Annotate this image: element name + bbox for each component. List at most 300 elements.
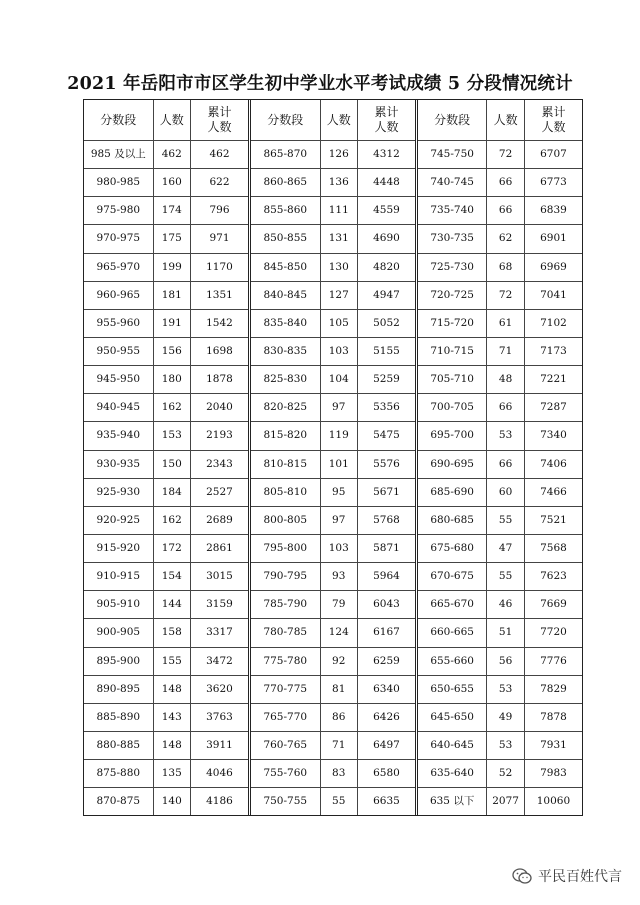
score-range-cell: 660-665 (418, 619, 487, 647)
cumulative-cell: 6635 (357, 788, 415, 815)
table-row (418, 394, 582, 422)
table-row (251, 675, 415, 703)
count-cell: 180 (153, 366, 190, 394)
count-cell: 2077 (487, 788, 525, 815)
count-cell: 103 (320, 337, 357, 365)
count-cell: 83 (320, 760, 357, 788)
count-cell: 181 (153, 281, 190, 309)
table-row (418, 366, 582, 394)
cumulative-cell: 3763 (190, 703, 248, 731)
table-row (418, 141, 582, 169)
cumulative-cell: 1170 (190, 253, 248, 281)
table-row (251, 422, 415, 450)
table-row (84, 169, 248, 197)
cumulative-cell: 7102 (524, 309, 582, 337)
watermark (512, 866, 622, 886)
count-cell: 47 (487, 534, 525, 562)
table-row (251, 337, 415, 365)
score-range-cell: 690-695 (418, 450, 487, 478)
table-row (251, 760, 415, 788)
count-cell: 46 (487, 591, 525, 619)
table-row (418, 422, 582, 450)
count-cell: 72 (487, 281, 525, 309)
score-range-cell: 825-830 (251, 366, 320, 394)
header-cumulative-text: 人数 (541, 120, 566, 134)
header-count (320, 100, 357, 141)
cumulative-cell: 3472 (190, 647, 248, 675)
cumulative-cell: 5871 (357, 534, 415, 562)
table-row (251, 141, 415, 169)
wechat-icon (512, 867, 532, 885)
count-cell: 148 (153, 675, 190, 703)
score-range-cell: 635-640 (418, 760, 487, 788)
cumulative-cell: 7466 (524, 478, 582, 506)
table-row (251, 253, 415, 281)
header-segment (251, 100, 320, 141)
document-title: 2021 年岳阳市市区学生初中学业水平考试成绩 5 分段情况统计 (67, 74, 573, 94)
count-cell: 49 (487, 703, 525, 731)
cumulative-cell: 7829 (524, 675, 582, 703)
table-row (251, 788, 415, 815)
cumulative-cell: 4559 (357, 197, 415, 225)
table-row (418, 169, 582, 197)
count-cell: 55 (487, 506, 525, 534)
count-cell: 143 (153, 703, 190, 731)
table-row (418, 563, 582, 591)
count-cell: 68 (487, 253, 525, 281)
table-row (251, 309, 415, 337)
count-cell: 52 (487, 760, 525, 788)
count-cell: 127 (320, 281, 357, 309)
count-cell: 62 (487, 225, 525, 253)
cumulative-cell: 5475 (357, 422, 415, 450)
table-row (418, 591, 582, 619)
score-range-cell: 835-840 (251, 309, 320, 337)
cumulative-cell: 2343 (190, 450, 248, 478)
count-cell: 51 (487, 619, 525, 647)
watermark-text: 平民百姓代言 (538, 869, 622, 885)
cumulative-cell: 3317 (190, 619, 248, 647)
count-cell: 155 (153, 647, 190, 675)
count-cell: 136 (320, 169, 357, 197)
score-range-cell: 805-810 (251, 478, 320, 506)
table-row (251, 506, 415, 534)
header-segment (418, 100, 487, 141)
count-cell: 462 (153, 141, 190, 169)
table-block-1 (84, 100, 248, 815)
score-range-cell: 785-790 (251, 591, 320, 619)
table-row (84, 450, 248, 478)
score-range-cell: 710-715 (418, 337, 487, 365)
cumulative-cell: 7287 (524, 394, 582, 422)
count-cell: 53 (487, 422, 525, 450)
cumulative-cell: 10060 (524, 788, 582, 815)
count-cell: 153 (153, 422, 190, 450)
cumulative-cell: 7878 (524, 703, 582, 731)
score-range-cell: 960-965 (84, 281, 153, 309)
cumulative-cell: 2040 (190, 394, 248, 422)
cumulative-cell: 1698 (190, 337, 248, 365)
score-range-cell: 705-710 (418, 366, 487, 394)
header-cumulative-text: 累计 (374, 105, 399, 119)
header-count (153, 100, 190, 141)
table-row (418, 534, 582, 562)
score-range-cell: 725-730 (418, 253, 487, 281)
score-range-cell: 755-760 (251, 760, 320, 788)
score-range-cell: 760-765 (251, 731, 320, 759)
cumulative-cell: 1351 (190, 281, 248, 309)
table-row (84, 534, 248, 562)
table-row (84, 337, 248, 365)
count-cell: 86 (320, 703, 357, 731)
cumulative-cell: 3159 (190, 591, 248, 619)
header-count-text: 人数 (326, 112, 351, 127)
score-range-cell: 935-940 (84, 422, 153, 450)
score-range-cell: 775-780 (251, 647, 320, 675)
header-segment-text: 分数段 (267, 112, 304, 127)
table-row (84, 591, 248, 619)
score-range-cell: 720-725 (418, 281, 487, 309)
cumulative-cell: 6259 (357, 647, 415, 675)
score-range-cell: 875-880 (84, 760, 153, 788)
cumulative-cell: 7983 (524, 760, 582, 788)
count-cell: 191 (153, 309, 190, 337)
score-table (83, 99, 583, 816)
header-segment-text: 分数段 (100, 112, 137, 127)
score-range-cell: 845-850 (251, 253, 320, 281)
count-cell: 135 (153, 760, 190, 788)
table-row (84, 619, 248, 647)
count-cell: 53 (487, 675, 525, 703)
cumulative-cell: 7669 (524, 591, 582, 619)
table-row (84, 225, 248, 253)
cumulative-cell: 4820 (357, 253, 415, 281)
score-range-cell: 920-925 (84, 506, 153, 534)
table-block-3 (415, 100, 582, 815)
count-cell: 160 (153, 169, 190, 197)
count-cell: 60 (487, 478, 525, 506)
count-cell: 93 (320, 563, 357, 591)
cumulative-cell: 6901 (524, 225, 582, 253)
count-cell: 92 (320, 647, 357, 675)
count-cell: 61 (487, 309, 525, 337)
header-count (487, 100, 525, 141)
count-cell: 55 (320, 788, 357, 815)
cumulative-cell: 6707 (524, 141, 582, 169)
cumulative-cell: 7568 (524, 534, 582, 562)
score-range-cell: 795-800 (251, 534, 320, 562)
count-cell: 66 (487, 197, 525, 225)
table-row (84, 563, 248, 591)
count-cell: 101 (320, 450, 357, 478)
cumulative-cell: 2861 (190, 534, 248, 562)
cumulative-cell: 6773 (524, 169, 582, 197)
count-cell: 48 (487, 366, 525, 394)
score-range-cell: 740-745 (418, 169, 487, 197)
cumulative-cell: 462 (190, 141, 248, 169)
cumulative-cell: 6167 (357, 619, 415, 647)
table-row (251, 394, 415, 422)
header-count-text: 人数 (159, 112, 184, 127)
count-cell: 97 (320, 506, 357, 534)
score-range-cell: 930-935 (84, 450, 153, 478)
score-range-cell: 695-700 (418, 422, 487, 450)
count-cell: 119 (320, 422, 357, 450)
table-row (418, 703, 582, 731)
cumulative-cell: 2689 (190, 506, 248, 534)
cumulative-cell: 622 (190, 169, 248, 197)
cumulative-cell: 5671 (357, 478, 415, 506)
score-subtable (418, 100, 582, 815)
table-row (84, 675, 248, 703)
header-cumulative-text: 累计 (207, 105, 232, 119)
score-range-cell: 970-975 (84, 225, 153, 253)
table-row (84, 788, 248, 815)
cumulative-cell: 7931 (524, 731, 582, 759)
count-cell: 162 (153, 506, 190, 534)
score-range-cell: 770-775 (251, 675, 320, 703)
table-row (418, 731, 582, 759)
count-cell: 148 (153, 731, 190, 759)
score-range-cell: 765-770 (251, 703, 320, 731)
count-cell: 71 (487, 337, 525, 365)
score-range-cell: 730-735 (418, 225, 487, 253)
score-range-cell: 950-955 (84, 337, 153, 365)
table-row (84, 703, 248, 731)
cumulative-cell: 4448 (357, 169, 415, 197)
score-range-cell: 985 及以上 (84, 141, 153, 169)
count-cell: 140 (153, 788, 190, 815)
table-row (251, 450, 415, 478)
count-cell: 56 (487, 647, 525, 675)
score-range-cell: 640-645 (418, 731, 487, 759)
cumulative-cell: 7041 (524, 281, 582, 309)
table-row (84, 394, 248, 422)
score-range-cell: 955-960 (84, 309, 153, 337)
score-range-cell: 645-650 (418, 703, 487, 731)
cumulative-cell: 6580 (357, 760, 415, 788)
header-cumulative-text: 累计 (541, 105, 566, 119)
table-row (418, 337, 582, 365)
table-row (84, 366, 248, 394)
header-row (84, 100, 248, 141)
cumulative-cell: 7521 (524, 506, 582, 534)
count-cell: 79 (320, 591, 357, 619)
count-cell: 199 (153, 253, 190, 281)
count-cell: 55 (487, 563, 525, 591)
score-range-cell: 700-705 (418, 394, 487, 422)
score-range-cell: 650-655 (418, 675, 487, 703)
cumulative-cell: 2527 (190, 478, 248, 506)
table-row (418, 506, 582, 534)
table-row (84, 422, 248, 450)
score-range-cell: 735-740 (418, 197, 487, 225)
table-row (251, 563, 415, 591)
count-cell: 72 (487, 141, 525, 169)
cumulative-cell: 5356 (357, 394, 415, 422)
cumulative-cell: 3015 (190, 563, 248, 591)
table-row (251, 197, 415, 225)
score-range-cell: 750-755 (251, 788, 320, 815)
count-cell: 184 (153, 478, 190, 506)
header-cumulative (190, 100, 248, 141)
cumulative-cell: 4046 (190, 760, 248, 788)
header-count-text: 人数 (493, 112, 518, 127)
score-range-cell: 915-920 (84, 534, 153, 562)
header-segment (84, 100, 153, 141)
count-cell: 104 (320, 366, 357, 394)
score-range-cell: 925-930 (84, 478, 153, 506)
count-cell: 131 (320, 225, 357, 253)
header-cumulative-text: 人数 (374, 120, 399, 134)
cumulative-cell: 7623 (524, 563, 582, 591)
score-range-cell: 810-815 (251, 450, 320, 478)
table-row (251, 169, 415, 197)
table-block-2 (248, 100, 415, 815)
table-row (418, 281, 582, 309)
table-row (418, 760, 582, 788)
score-range-cell: 670-675 (418, 563, 487, 591)
cumulative-cell: 7221 (524, 366, 582, 394)
count-cell: 97 (320, 394, 357, 422)
table-row (84, 253, 248, 281)
cumulative-cell: 1542 (190, 309, 248, 337)
table-row (84, 760, 248, 788)
header-cumulative (357, 100, 415, 141)
score-range-cell: 975-980 (84, 197, 153, 225)
table-row (251, 225, 415, 253)
score-range-cell: 685-690 (418, 478, 487, 506)
cumulative-cell: 5768 (357, 506, 415, 534)
table-row (251, 591, 415, 619)
score-range-cell: 865-870 (251, 141, 320, 169)
score-range-cell: 780-785 (251, 619, 320, 647)
table-row (251, 281, 415, 309)
cumulative-cell: 6340 (357, 675, 415, 703)
count-cell: 172 (153, 534, 190, 562)
table-row (418, 450, 582, 478)
count-cell: 158 (153, 619, 190, 647)
count-cell: 154 (153, 563, 190, 591)
cumulative-cell: 6969 (524, 253, 582, 281)
count-cell: 81 (320, 675, 357, 703)
score-range-cell: 885-890 (84, 703, 153, 731)
table-row (84, 478, 248, 506)
cumulative-cell: 5576 (357, 450, 415, 478)
score-range-cell: 945-950 (84, 366, 153, 394)
score-range-cell: 815-820 (251, 422, 320, 450)
score-subtable (251, 100, 415, 815)
count-cell: 111 (320, 197, 357, 225)
score-range-cell: 850-855 (251, 225, 320, 253)
score-range-cell: 910-915 (84, 563, 153, 591)
count-cell: 144 (153, 591, 190, 619)
score-range-cell: 680-685 (418, 506, 487, 534)
table-row (251, 619, 415, 647)
count-cell: 150 (153, 450, 190, 478)
cumulative-cell: 7173 (524, 337, 582, 365)
table-row (418, 619, 582, 647)
count-cell: 126 (320, 141, 357, 169)
cumulative-cell: 1878 (190, 366, 248, 394)
cumulative-cell: 3620 (190, 675, 248, 703)
header-segment-text: 分数段 (434, 112, 471, 127)
cumulative-cell: 4186 (190, 788, 248, 815)
table-row (418, 197, 582, 225)
score-range-cell: 665-670 (418, 591, 487, 619)
cumulative-cell: 7340 (524, 422, 582, 450)
table-row (418, 225, 582, 253)
table-row (251, 647, 415, 675)
count-cell: 66 (487, 169, 525, 197)
table-row (251, 534, 415, 562)
cumulative-cell: 5052 (357, 309, 415, 337)
count-cell: 175 (153, 225, 190, 253)
score-range-cell: 830-835 (251, 337, 320, 365)
cumulative-cell: 796 (190, 197, 248, 225)
score-range-cell: 940-945 (84, 394, 153, 422)
count-cell: 162 (153, 394, 190, 422)
count-cell: 105 (320, 309, 357, 337)
score-range-cell: 965-970 (84, 253, 153, 281)
cumulative-cell: 5259 (357, 366, 415, 394)
cumulative-cell: 5155 (357, 337, 415, 365)
cumulative-cell: 4312 (357, 141, 415, 169)
table-row (418, 253, 582, 281)
cumulative-cell: 6839 (524, 197, 582, 225)
header-cumulative-text: 人数 (207, 120, 232, 134)
score-range-cell: 890-895 (84, 675, 153, 703)
score-range-cell: 895-900 (84, 647, 153, 675)
table-row (418, 647, 582, 675)
score-range-cell: 980-985 (84, 169, 153, 197)
cumulative-cell: 971 (190, 225, 248, 253)
score-range-cell: 655-660 (418, 647, 487, 675)
table-row (418, 675, 582, 703)
table-row (84, 731, 248, 759)
cumulative-cell: 5964 (357, 563, 415, 591)
table-row (84, 309, 248, 337)
count-cell: 53 (487, 731, 525, 759)
table-row (251, 731, 415, 759)
score-range-cell: 820-825 (251, 394, 320, 422)
cumulative-cell: 4690 (357, 225, 415, 253)
table-row (84, 197, 248, 225)
score-range-cell: 870-875 (84, 788, 153, 815)
table-row (418, 788, 582, 815)
header-row (418, 100, 582, 141)
header-row (251, 100, 415, 141)
table-row (84, 141, 248, 169)
cumulative-cell: 7406 (524, 450, 582, 478)
count-cell: 130 (320, 253, 357, 281)
table-row (418, 309, 582, 337)
table-row (84, 647, 248, 675)
count-cell: 174 (153, 197, 190, 225)
count-cell: 66 (487, 394, 525, 422)
table-row (251, 478, 415, 506)
score-range-cell: 635 以下 (418, 788, 487, 815)
score-range-cell: 860-865 (251, 169, 320, 197)
cumulative-cell: 7720 (524, 619, 582, 647)
cumulative-cell: 6497 (357, 731, 415, 759)
cumulative-cell: 6043 (357, 591, 415, 619)
table-row (84, 506, 248, 534)
score-range-cell: 840-845 (251, 281, 320, 309)
table-row (84, 281, 248, 309)
score-range-cell: 880-885 (84, 731, 153, 759)
table-row (418, 478, 582, 506)
